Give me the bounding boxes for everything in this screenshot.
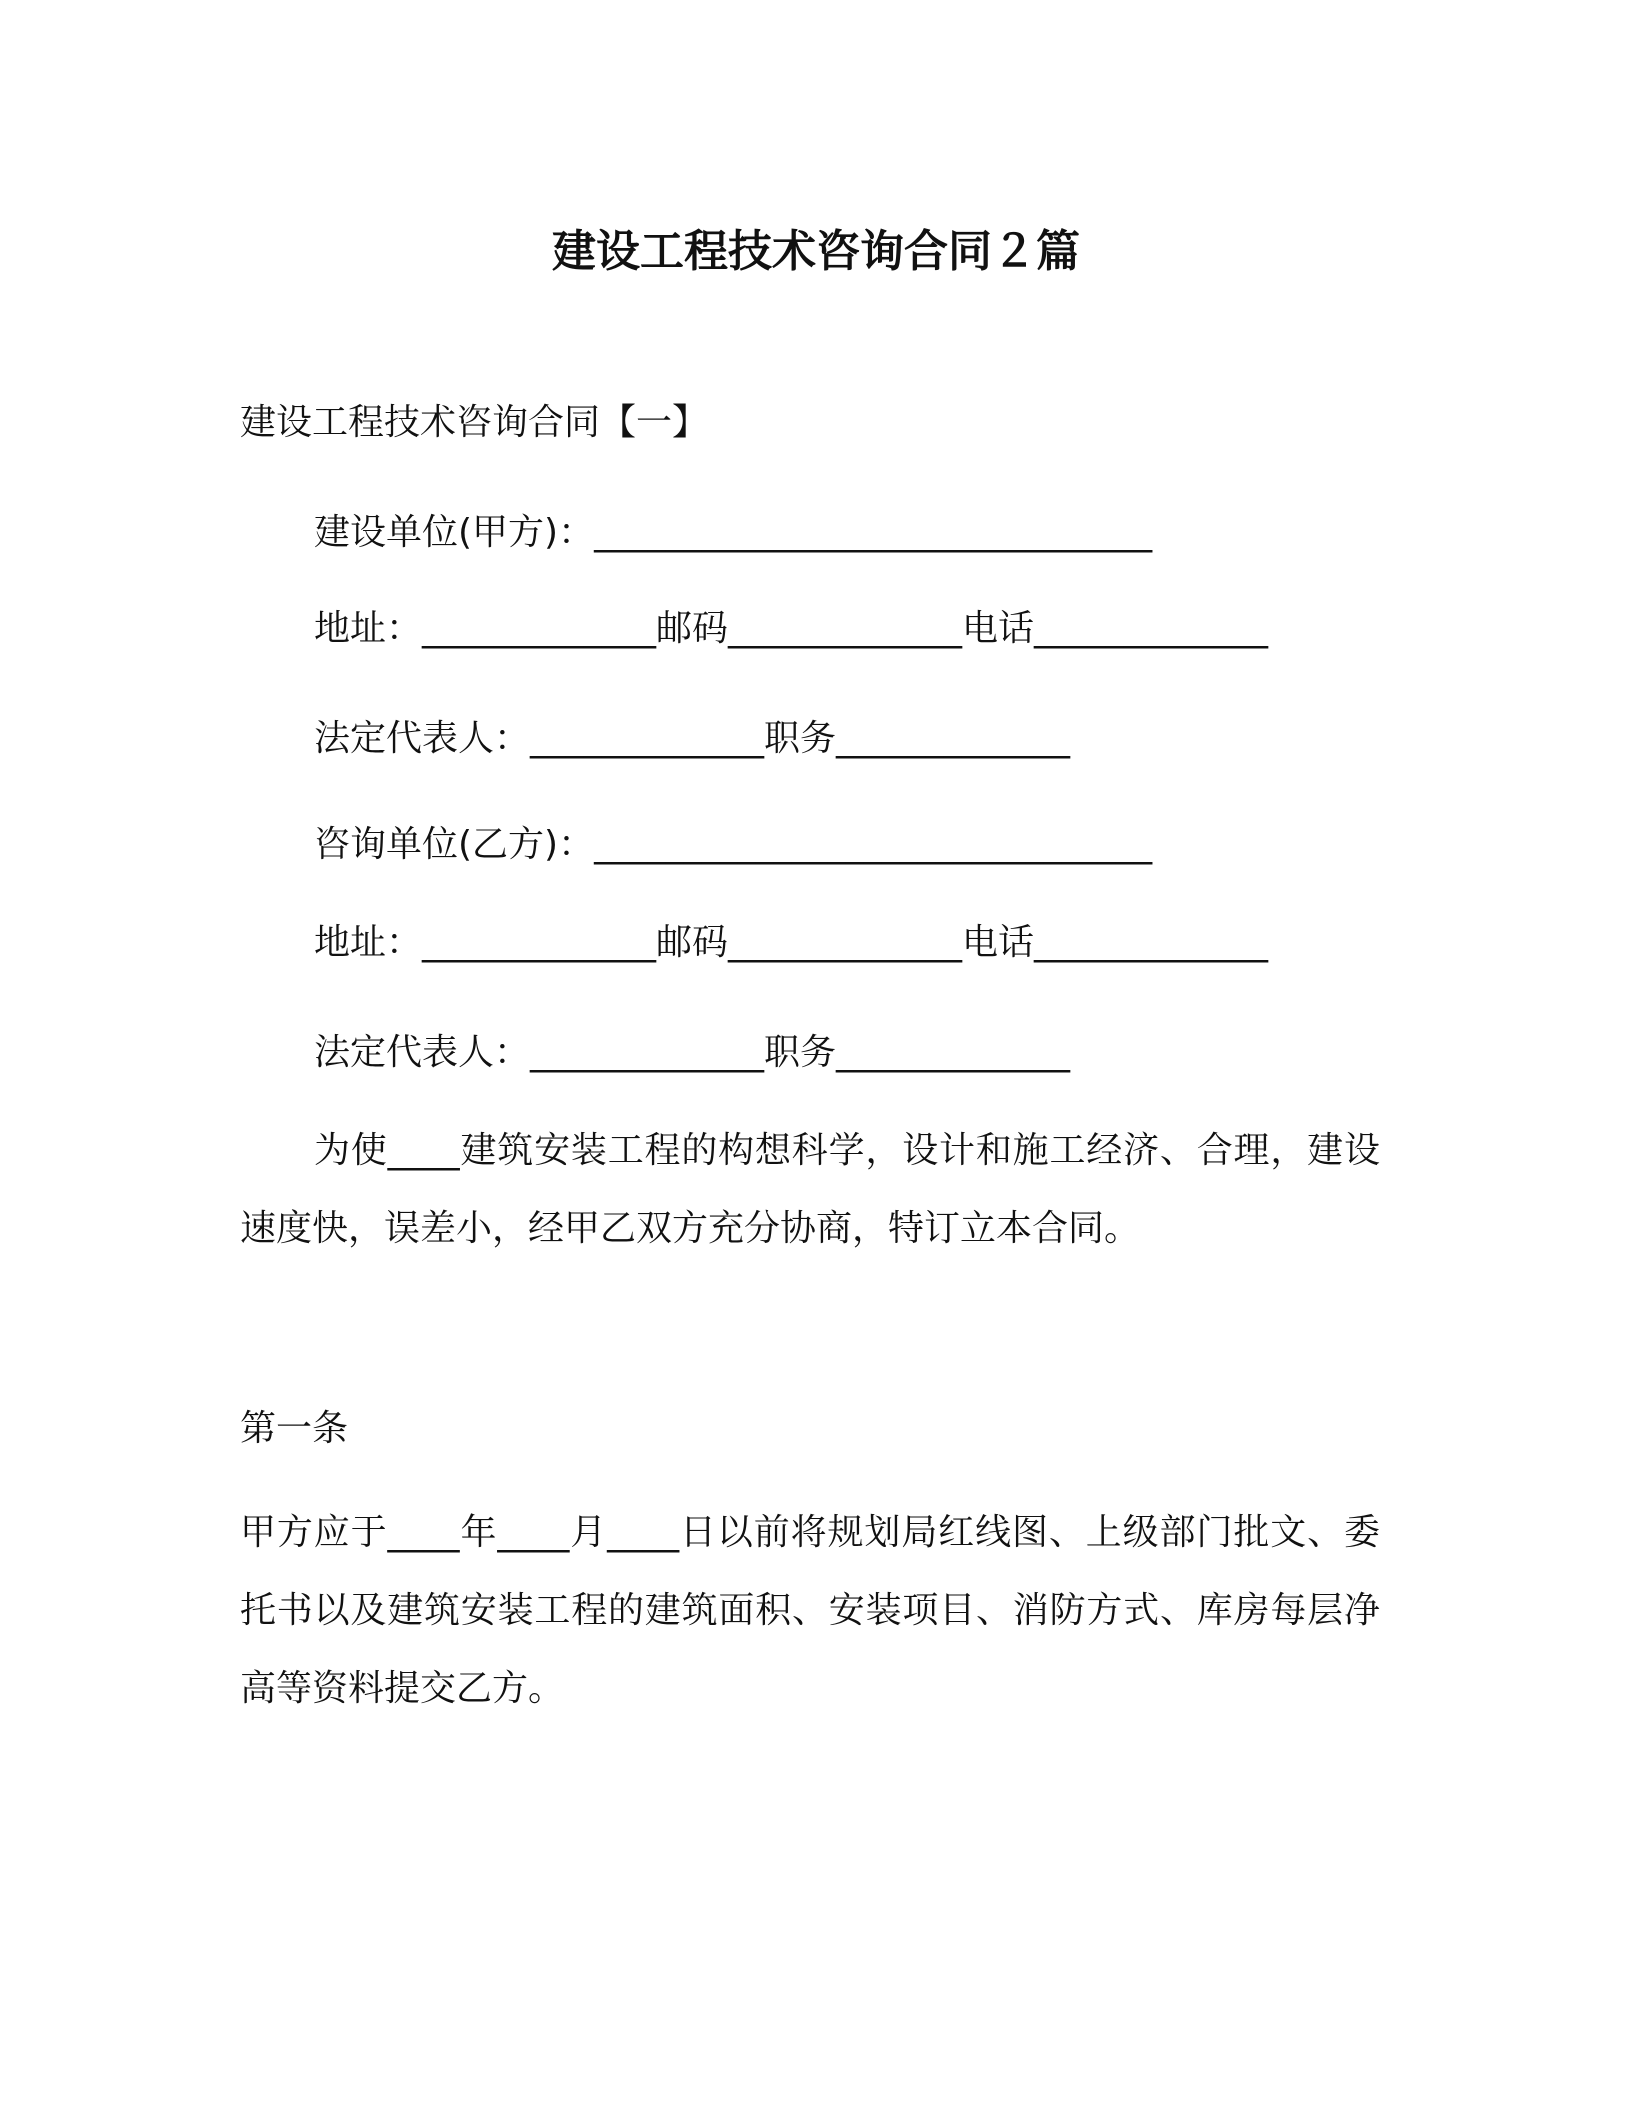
document-title: 建设工程技术咨询合同２篇 [552,226,1080,277]
article-1-text: 甲方应于____年____月____日以前将规划局红线图、上级部门批文、委托书以及建筑安装工程的建筑面积、安装项目、消防方式、库房每层净高等资料提交乙方。 [240,1512,1380,1709]
section-heading: 建设工程技术咨询合同【一】 [240,402,709,443]
field-client-representative: 法定代表人：_____________职务_____________ [314,718,1071,759]
intro-paragraph: 为使____建筑安装工程的构想科学，设计和施工经济、合理，建设速度快，误差小，经甲乙双方充分协商，特订立本合同。 [240,1130,1380,1249]
field-consultant-representative: 法定代表人：_____________职务_____________ [314,1032,1071,1073]
field-client-address: 地址：_____________邮码_____________电话_____________ [314,608,1269,649]
field-consultant-unit: 咨询单位(乙方)：_______________________________ [314,824,1153,865]
field-consultant-address: 地址：_____________邮码_____________电话_____________ [314,922,1269,963]
field-client-unit: 建设单位(甲方)：_______________________________ [314,512,1153,553]
article-1-title: 第一条 [240,1408,349,1449]
